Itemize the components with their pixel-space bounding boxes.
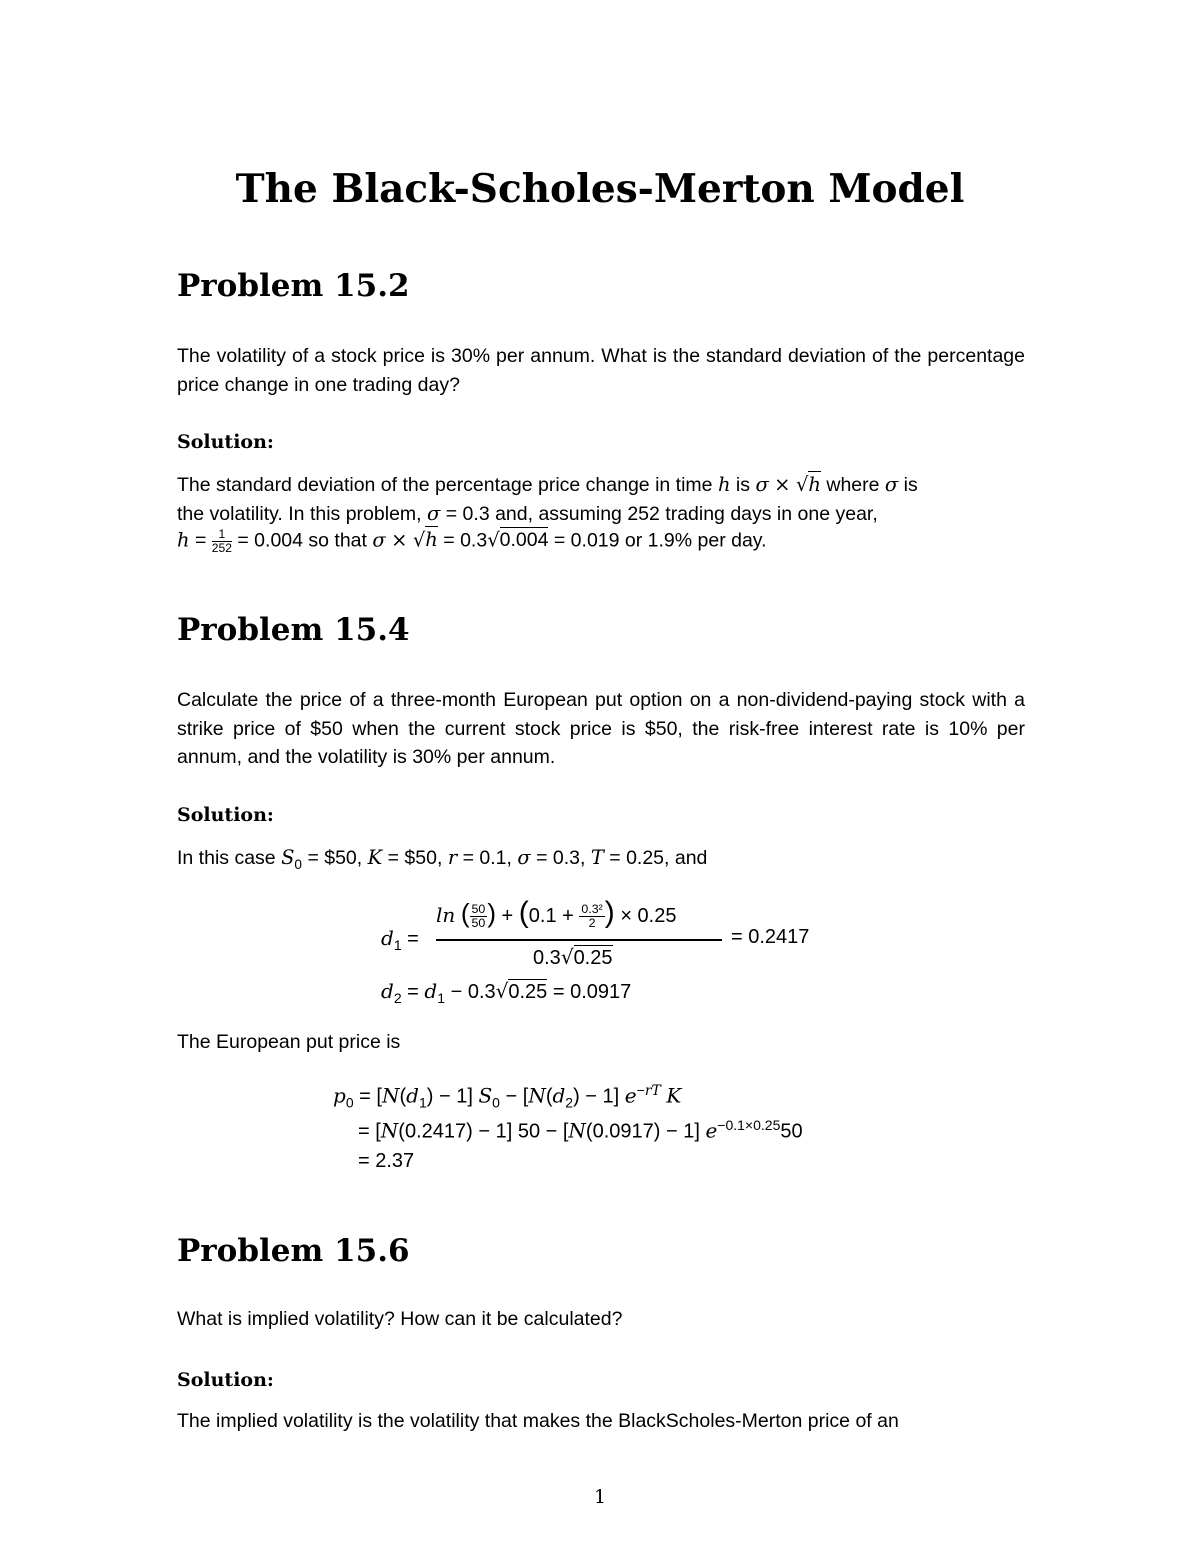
- equation-put-price: = 2.37: [358, 1150, 415, 1172]
- equation-d1-result: = 0.2417: [731, 926, 810, 948]
- equation-d1-lhs: $d_1$ =: [381, 926, 419, 953]
- solution-text: In this case $S_0$ = $50, K = $50, r = 0.1, σ = 0.3, T = 0.25, and: [177, 846, 708, 872]
- problem-question: The volatility of a stock price is 30% per annum. What is the standard deviation of the percentage price change in one trading day?: [177, 345, 1025, 396]
- solution-label: Solution:: [177, 804, 274, 826]
- problem-question: What is implied volatility? How can it be calculated?: [177, 1308, 623, 1330]
- solution-text: The standard deviation of the percentage price change in time h is σ × √h where σ is: [177, 473, 918, 496]
- solution-text: The implied volatility is the volatility that makes the BlackScholes-Merton price of an: [177, 1410, 899, 1432]
- solution-text: h = $\frac{1}{252}$ = 0.004 so that σ × √h = 0.3√0.004 = 0.019 or 1.9% per day.: [177, 527, 767, 555]
- problem-heading: Problem 15.6: [177, 1233, 410, 1269]
- fraction-bar: [436, 939, 722, 941]
- solution-text: the volatility. In this problem, σ = 0.3 and, assuming 252 trading days in one year,: [177, 502, 878, 525]
- equation-d2: $d_2 = d_1 - 0.3√0.25 = 0.0917$: [381, 979, 632, 1006]
- document-title: The Black-Scholes-Merton Model: [235, 166, 965, 212]
- solution-label: Solution:: [177, 431, 274, 453]
- equation-d1-numerator: ln ( $\frac{50}{50}$ ) + (0.1 + $\frac{\text{0.3²}}{2}$ ) × 0.25: [436, 896, 677, 931]
- problem-heading: Problem 15.2: [177, 268, 410, 304]
- equation-put-price: = [N(0.2417) − 1] 50 − [N(0.0917) − 1] $e^{-0.1\times 0.25}50$: [358, 1117, 803, 1143]
- problem-question: Calculate the price of a three-month European put option on a non-dividend-paying stock with a strike price of $50 when the current stock price is $50, the risk-free interest rate is 10% per annum, and the volatility is 30% per annum.: [177, 689, 1025, 768]
- equation-put-price: $p_0 = [N(d_1) - 1] S_0 - [N(d_2) - 1]$ $e^{-rT}$ K: [333, 1082, 682, 1111]
- page-number: 1: [593, 1486, 607, 1508]
- solution-label: Solution:: [177, 1369, 274, 1391]
- solution-text: The European put price is: [177, 1031, 401, 1053]
- problem-heading: Problem 15.4: [177, 612, 410, 648]
- equation-d1-denominator: 0.3√0.25: [533, 945, 613, 969]
